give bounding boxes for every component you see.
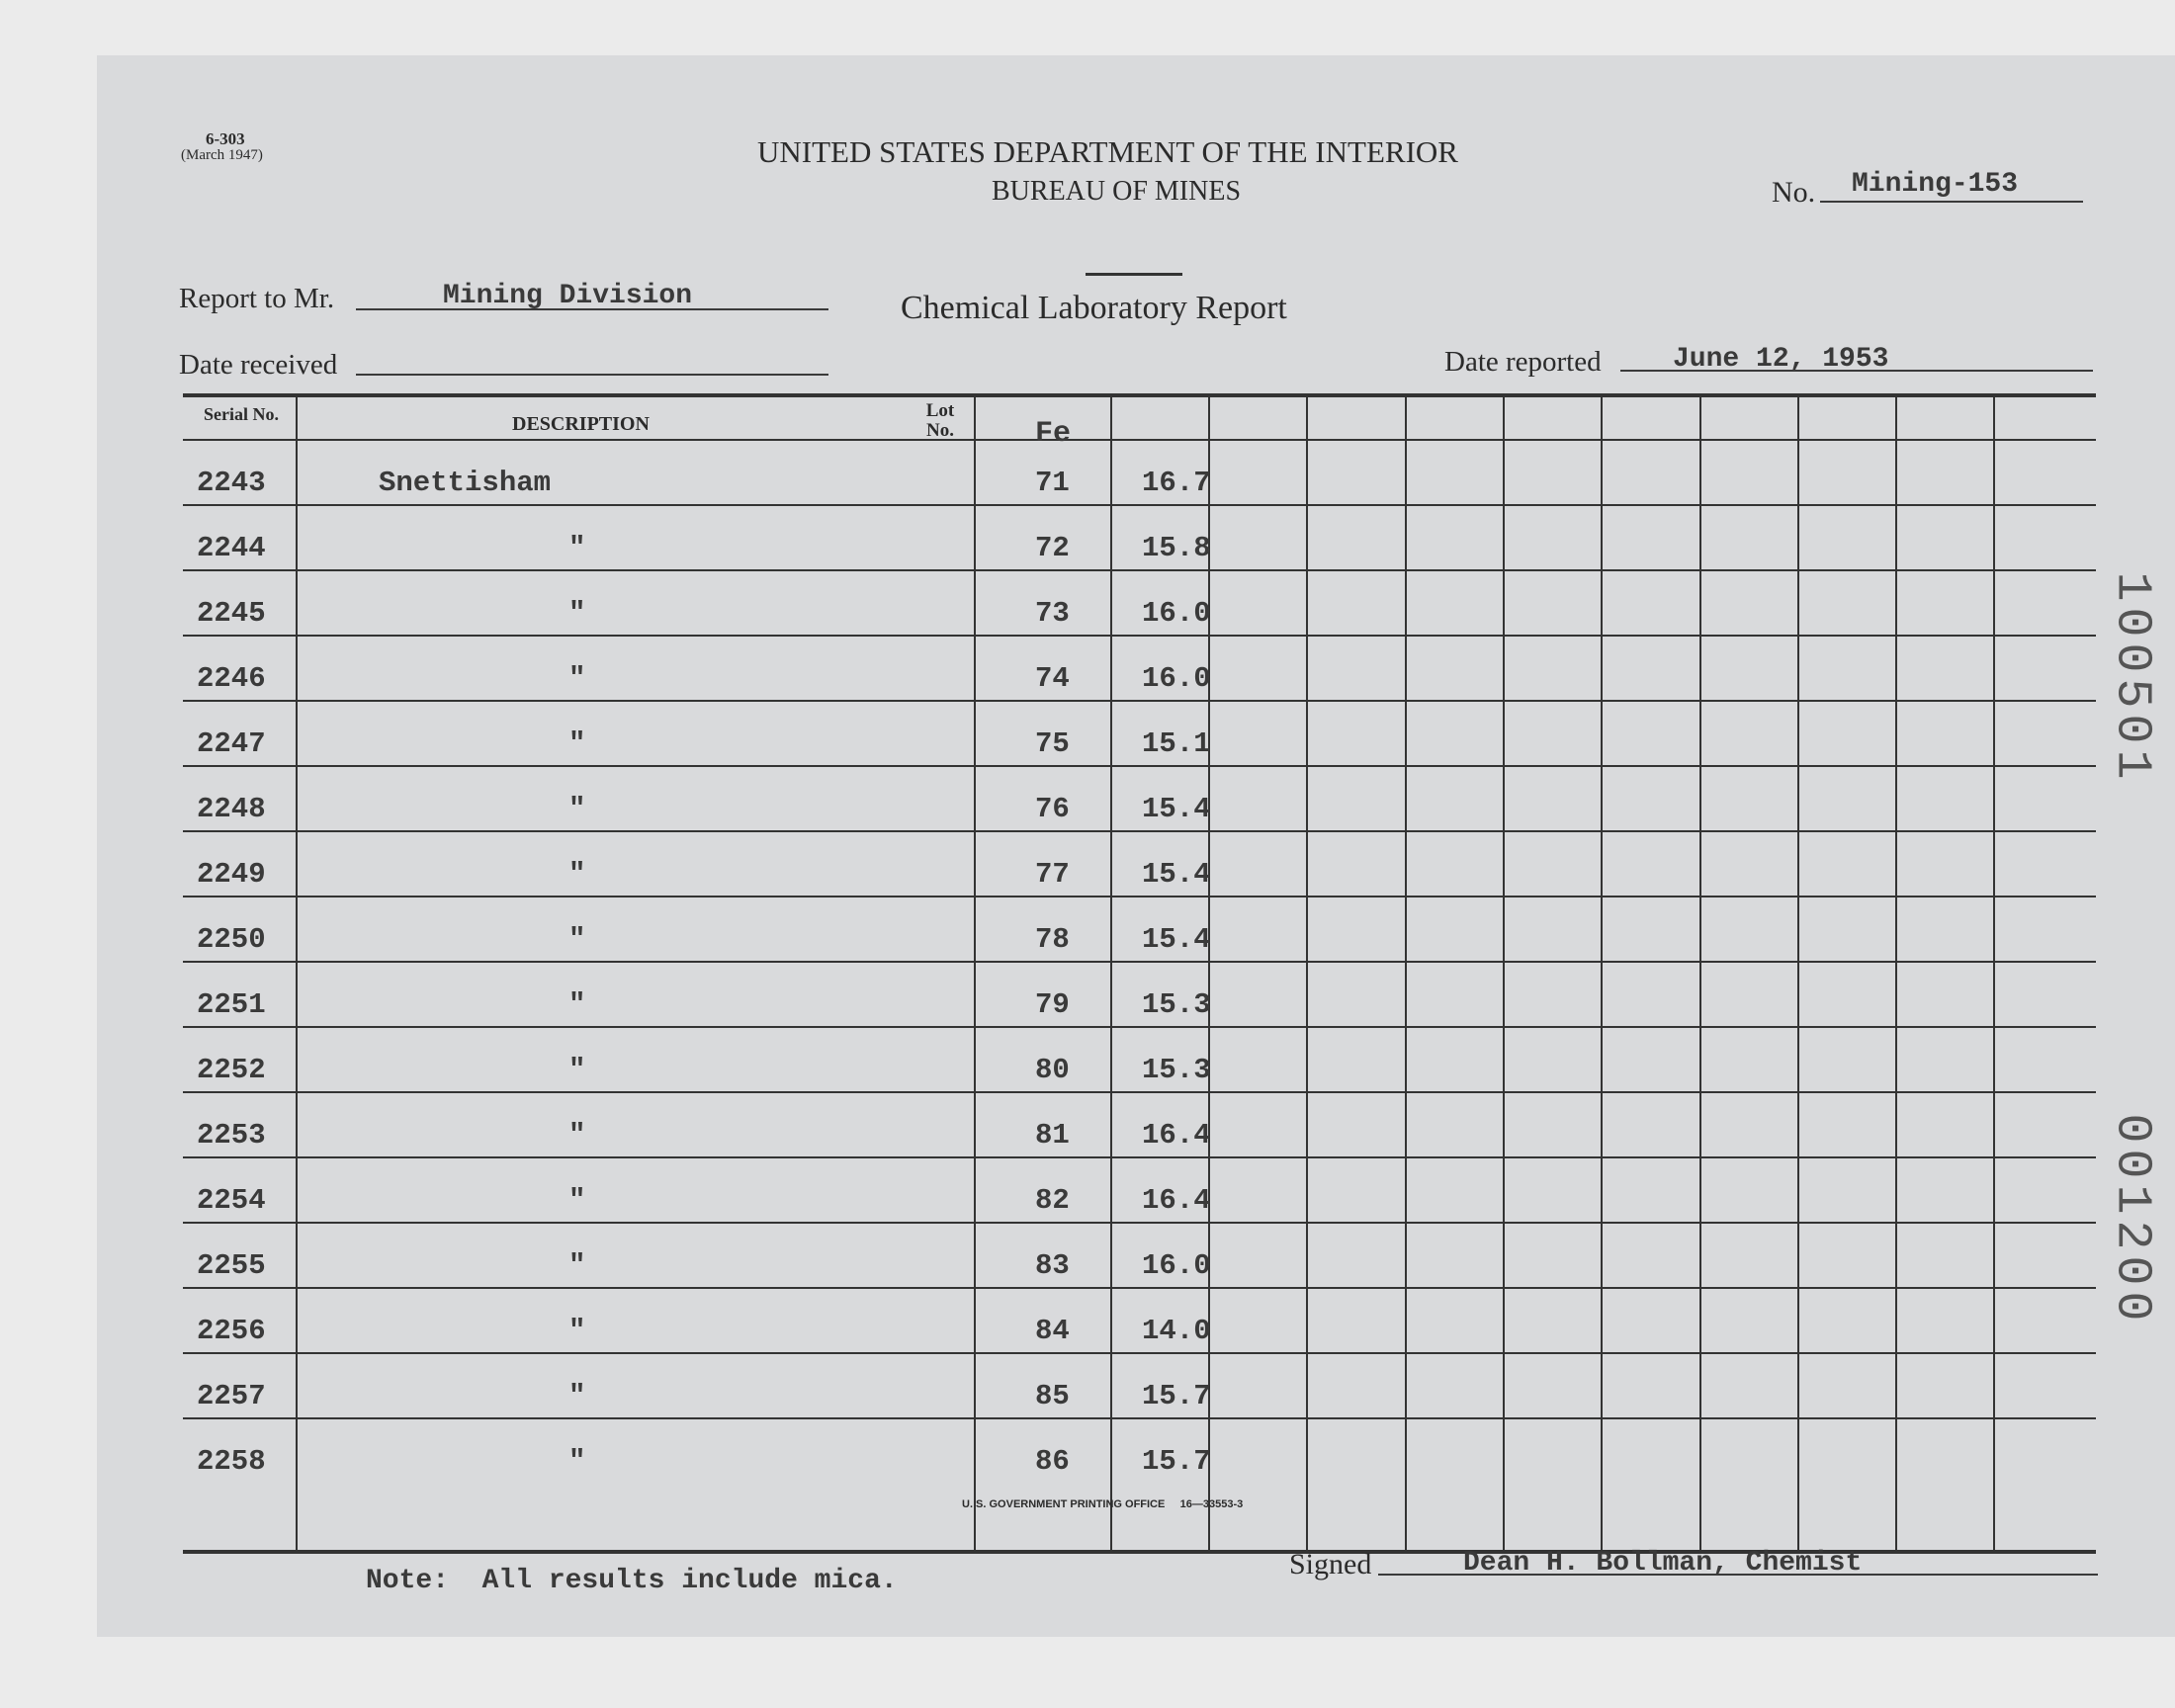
header-lot-no: Lot No. [925, 400, 955, 441]
cell-lot-no: 80 [1035, 1054, 1070, 1086]
cell-serial-no: 2258 [197, 1445, 266, 1478]
cell-serial-no: 2255 [197, 1249, 266, 1282]
cell-fe: 15.7 [1142, 1445, 1211, 1478]
cell-serial-no: 2253 [197, 1119, 266, 1152]
report-to-label: Report to Mr. [179, 283, 335, 314]
cell-fe: 15.7 [1142, 1380, 1211, 1412]
cell-fe: 16.0 [1142, 662, 1211, 695]
table-row [183, 1315, 2096, 1380]
table-row [183, 1054, 2096, 1119]
table-row [183, 662, 2096, 727]
cell-description: " [568, 727, 586, 760]
cell-lot-no: 71 [1035, 467, 1070, 499]
cell-serial-no: 2246 [197, 662, 266, 695]
report-no-underline [1820, 201, 2083, 203]
cell-description: " [568, 1380, 586, 1412]
table-row [183, 727, 2096, 793]
report-no-value: Mining-153 [1852, 169, 2019, 200]
results-table [183, 393, 2096, 1550]
signed-by: Dean H. Bollman, Chemist [1463, 1548, 1863, 1579]
cell-lot-no: 76 [1035, 793, 1070, 825]
cell-lot-no: 77 [1035, 858, 1070, 891]
cell-serial-no: 2243 [197, 467, 266, 499]
cell-serial-no: 2252 [197, 1054, 266, 1086]
cell-serial-no: 2251 [197, 988, 266, 1021]
cell-lot-no: 86 [1035, 1445, 1070, 1478]
table-row [183, 1119, 2096, 1184]
table-row [183, 988, 2096, 1054]
cell-description: " [568, 1445, 586, 1478]
signed-label: Signed [1289, 1548, 1372, 1580]
cell-fe: 14.0 [1142, 1315, 1211, 1347]
cell-lot-no: 79 [1035, 988, 1070, 1021]
cell-fe: 15.1 [1142, 727, 1211, 760]
cell-fe: 15.4 [1142, 923, 1211, 956]
cell-description: " [568, 662, 586, 695]
table-header-rule [183, 439, 2096, 441]
cell-description: " [568, 988, 586, 1021]
table-row [183, 793, 2096, 858]
report-no-label: No. [1772, 176, 1816, 209]
table-row [183, 1249, 2096, 1315]
department-heading: UNITED STATES DEPARTMENT OF THE INTERIOR [757, 134, 1458, 169]
cell-serial-no: 2248 [197, 793, 266, 825]
table-row [183, 858, 2096, 923]
cell-serial-no: 2249 [197, 858, 266, 891]
note-text: Note: All results include mica. [366, 1566, 898, 1596]
cell-description: Snettisham [379, 467, 552, 499]
stamp-number-2: 001200 [2103, 1113, 2160, 1327]
cell-serial-no: 2257 [197, 1380, 266, 1412]
cell-fe: 16.0 [1142, 1249, 1211, 1282]
cell-description: " [568, 597, 586, 630]
cell-lot-no: 84 [1035, 1315, 1070, 1347]
table-row [183, 1184, 2096, 1249]
form-date: (March 1947) [181, 147, 263, 163]
cell-fe: 15.4 [1142, 793, 1211, 825]
form-number: 6-303 [206, 129, 245, 148]
stamp-number-1: 100501 [2103, 571, 2160, 786]
cell-description: " [568, 923, 586, 956]
cell-fe: 16.0 [1142, 597, 1211, 630]
cell-lot-no: 75 [1035, 727, 1070, 760]
table-row [183, 467, 2096, 532]
cell-serial-no: 2254 [197, 1184, 266, 1217]
cell-fe: 15.3 [1142, 1054, 1211, 1086]
report-title: Chemical Laboratory Report [901, 290, 1287, 326]
date-reported-value: June 12, 1953 [1673, 344, 1889, 375]
bureau-heading: BUREAU OF MINES [992, 176, 1242, 207]
cell-fe: 16.4 [1142, 1184, 1211, 1217]
table-row [183, 1380, 2096, 1445]
date-reported-label: Date reported [1444, 346, 1602, 378]
cell-serial-no: 2245 [197, 597, 266, 630]
header-description: DESCRIPTION [512, 413, 650, 435]
cell-lot-no: 74 [1035, 662, 1070, 695]
cell-lot-no: 81 [1035, 1119, 1070, 1152]
cell-lot-no: 78 [1035, 923, 1070, 956]
cell-fe: 16.7 [1142, 467, 1211, 499]
cell-description: " [568, 1054, 586, 1086]
cell-description: " [568, 793, 586, 825]
cell-lot-no: 73 [1035, 597, 1070, 630]
cell-serial-no: 2256 [197, 1315, 266, 1347]
cell-serial-no: 2247 [197, 727, 266, 760]
cell-description: " [568, 1315, 586, 1347]
table-top-border [183, 393, 2096, 397]
cell-fe: 16.4 [1142, 1119, 1211, 1152]
printing-office-imprint: U. S. GOVERNMENT PRINTING OFFICE 16—33553-3 [962, 1498, 1244, 1510]
cell-serial-no: 2244 [197, 532, 266, 564]
header-serial-no: Serial No. [204, 404, 279, 424]
cell-fe: 15.4 [1142, 858, 1211, 891]
report-sheet [97, 55, 2175, 1637]
cell-serial-no: 2250 [197, 923, 266, 956]
cell-description: " [568, 1119, 586, 1152]
report-to-value: Mining Division [443, 281, 693, 311]
cell-lot-no: 85 [1035, 1380, 1070, 1412]
cell-lot-no: 83 [1035, 1249, 1070, 1282]
table-row [183, 923, 2096, 988]
cell-lot-no: 82 [1035, 1184, 1070, 1217]
table-row [183, 532, 2096, 597]
cell-description: " [568, 1249, 586, 1282]
date-received-label: Date received [179, 349, 338, 381]
table-row [183, 597, 2096, 662]
cell-fe: 15.8 [1142, 532, 1211, 564]
cell-description: " [568, 1184, 586, 1217]
title-rule [1086, 273, 1182, 276]
cell-description: " [568, 858, 586, 891]
header-element-fe: Fe [1035, 417, 1072, 451]
date-received-underline [356, 374, 828, 376]
cell-fe: 15.3 [1142, 988, 1211, 1021]
cell-description: " [568, 532, 586, 564]
cell-lot-no: 72 [1035, 532, 1070, 564]
